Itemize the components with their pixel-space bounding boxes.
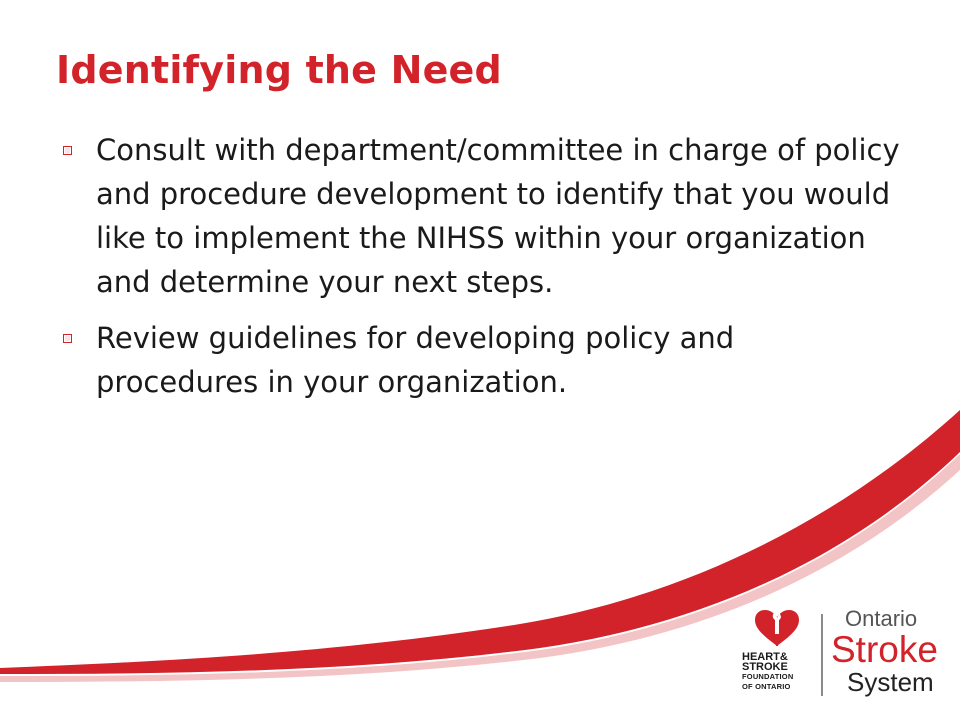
ontario-stroke-system-logo	[833, 606, 938, 696]
oss-stroke-text: Stroke	[831, 629, 938, 670]
bullet-text: Consult with department/committee in charge of policy and procedure development to identify that you would like to implement the NIHSS within your organization and determine your next steps.	[96, 133, 900, 299]
hsf-wordmark: HEART& STROKE FOUNDATION OF ONTARIO	[742, 651, 794, 691]
heart-torch-icon	[742, 608, 812, 652]
oss-ontario-text: Ontario	[845, 606, 918, 631]
logo-divider	[821, 614, 823, 696]
bullet-list	[56, 128, 916, 416]
slide-title: Identifying the Need	[56, 48, 502, 92]
heart-and-stroke-logo	[742, 608, 812, 700]
bullet-text: Review guidelines for developing policy and procedures in your organization.	[96, 321, 735, 399]
list-item	[56, 316, 916, 404]
square-bullet-icon	[63, 146, 72, 155]
list-item	[56, 128, 916, 304]
oss-system-text: System	[847, 667, 934, 697]
square-bullet-icon	[63, 334, 72, 343]
